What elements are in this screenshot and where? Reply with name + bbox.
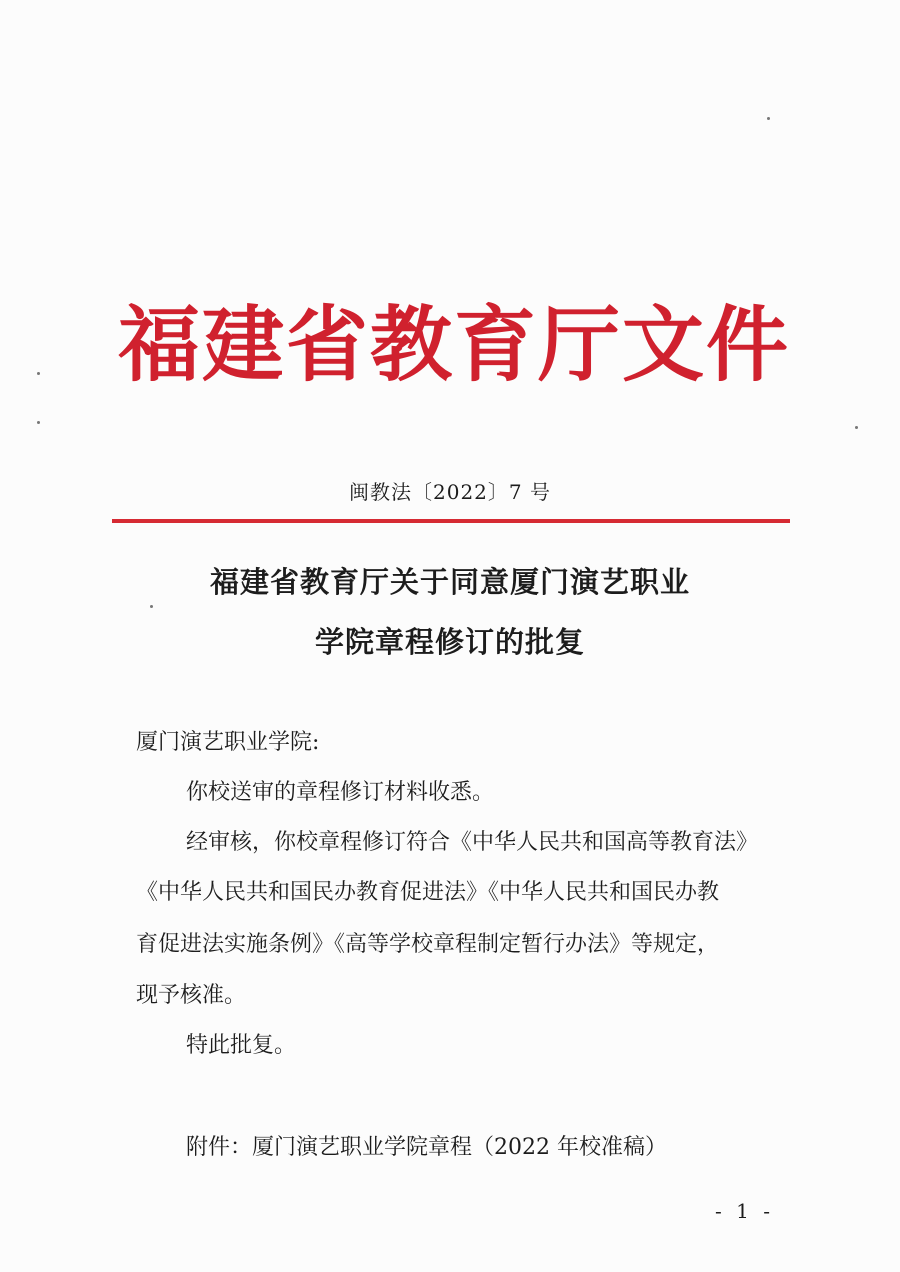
paragraph-approval-line: 经审核，你校章程修订符合《中华人民共和国高等教育法》	[186, 830, 759, 855]
scan-speck	[37, 372, 40, 375]
paragraph-closing: 特此批复。	[186, 1033, 297, 1058]
paragraph-approval-line: 育促进法实施条例》《高等学校章程制定暂行办法》等规定，	[136, 932, 720, 957]
scan-speck	[37, 421, 40, 424]
document-title-line-1: 福建省教育厅关于同意厦门演艺职业	[209, 565, 690, 599]
scan-speck	[767, 117, 770, 120]
attachment-note: 附件：厦门演艺职业学院章程（2022 年校准稿）	[186, 1135, 667, 1160]
red-divider-rule	[112, 519, 790, 523]
masthead-title: 福建省教育厅文件	[118, 297, 791, 393]
paragraph-approval-line: 《中华人民共和国民办教育促进法》《中华人民共和国民办教	[136, 880, 720, 905]
document-title-line-2: 学院章程修订的批复	[314, 625, 585, 659]
document-number: 闽教法〔2022〕7 号	[349, 480, 551, 504]
salutation: 厦门演艺职业学院:	[136, 730, 320, 755]
paragraph-approval-line: 现予核准。	[136, 983, 247, 1008]
scan-speck	[855, 426, 858, 429]
page-number: - 1 -	[715, 1199, 774, 1223]
scan-speck	[150, 605, 153, 608]
paragraph-receipt: 你校送审的章程修订材料收悉。	[186, 780, 495, 805]
